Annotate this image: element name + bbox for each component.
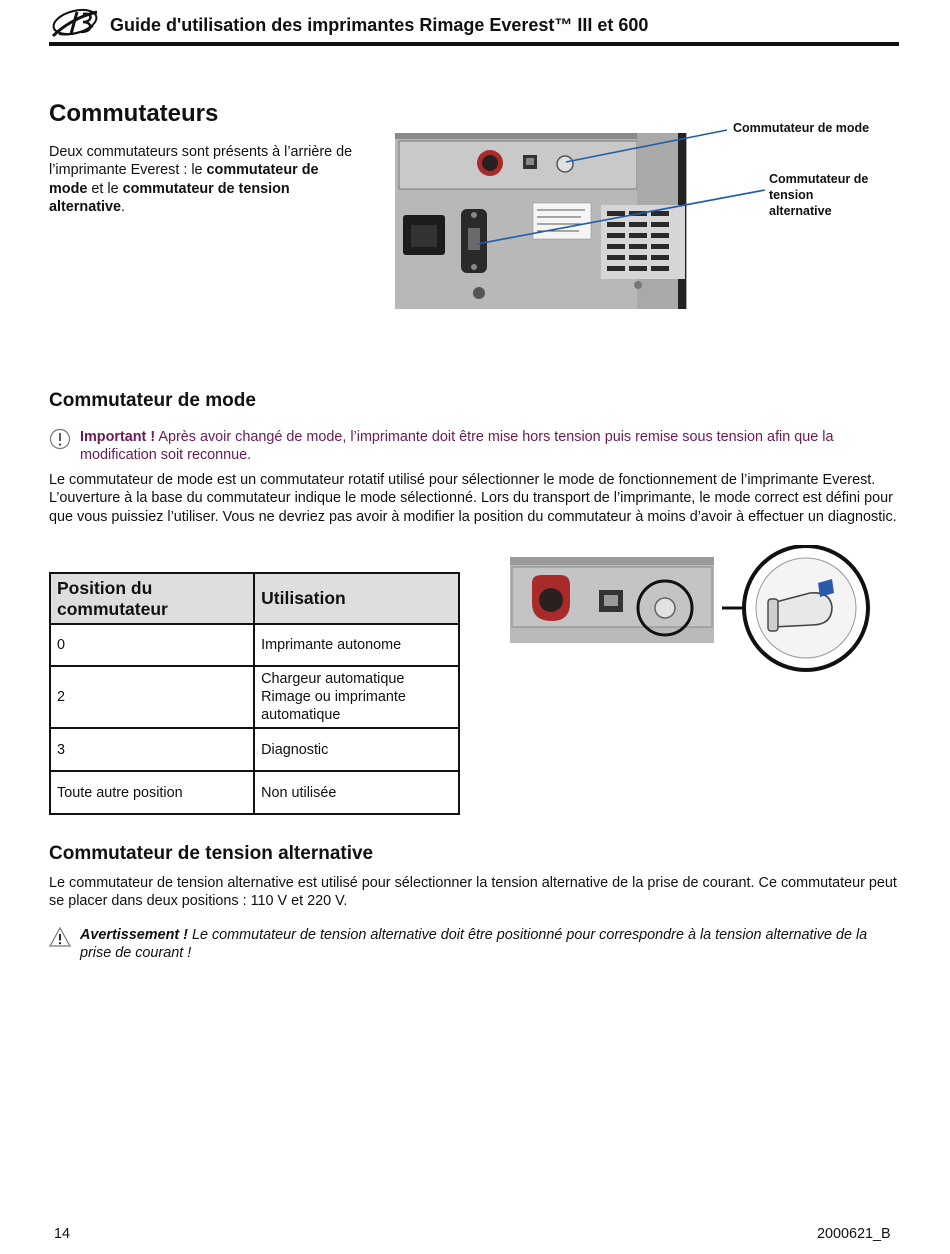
table-cell: Chargeur automatique Rimage ou imprimante automatique xyxy=(254,666,459,728)
callout-voltage-switch: Commutateur de tension alternative xyxy=(769,172,869,218)
tension-paragraph: Le commutateur de tension alternative est utilisé pour sélectionner la tension alternative de la prise de courant. Ce commutateur peut se placer dans deux positions : 110 V et 220 V. xyxy=(49,875,897,910)
intro-bold-1: commutateur de mode xyxy=(49,162,319,197)
page-number: 14 xyxy=(54,1226,71,1242)
mode-paragraph: Le commutateur de mode est un commutateur rotatif utilisé pour sélectionner le mode de fonctionnement de l’imprimante Everest. L’ouverture à la base du commutateur indique le mode sélectionné. Lors du transport de l’imprimante, le mode correct est défini pour que vous puissiez l’utiliser. Vous ne devriez pas avoir à modifier la position du commutateur à moins d’avoir à effectuer un diagnostic. xyxy=(49,472,897,525)
table-row xyxy=(50,624,459,666)
important-body: Après avoir changé de mode, l’imprimante doit être mise hors tension puis remise sous tension afin que la modification soit reconnue. xyxy=(80,429,834,464)
table-cell: 2 xyxy=(50,666,254,728)
mode-switch-closeup-photo xyxy=(510,545,878,673)
table-cell: Imprimante autonome xyxy=(254,624,459,666)
table-header: Position du commutateur xyxy=(50,573,254,624)
important-text xyxy=(80,428,899,465)
table-row xyxy=(50,728,459,771)
page-header xyxy=(49,6,899,46)
intro-text-2: et le xyxy=(87,180,123,197)
info-exclamation-icon xyxy=(49,428,71,450)
important-notice xyxy=(49,428,899,468)
switch-position-table xyxy=(49,572,460,815)
callout-mode-switch: Commutateur de mode xyxy=(733,121,870,135)
table-row xyxy=(50,771,459,814)
intro-text-3: . xyxy=(121,198,125,215)
header-title: Guide d'utilisation des imprimantes Rimage Everest™ III et 600 xyxy=(110,15,649,35)
warning-text xyxy=(80,926,899,963)
important-label: Important ! xyxy=(80,429,156,445)
document-number: 2000621_B xyxy=(817,1226,891,1242)
tension-section-title: Commutateur de tension alternative xyxy=(49,843,374,864)
table-cell: Non utilisée xyxy=(254,771,459,814)
mode-section-title: Commutateur de mode xyxy=(49,390,256,411)
table-cell: 0 xyxy=(50,624,254,666)
warning-label: Avertissement ! xyxy=(80,927,188,943)
printer-rear-photo xyxy=(395,133,687,309)
table-header-row xyxy=(50,573,459,624)
warning-triangle-icon xyxy=(49,926,71,948)
warning-body: Le commutateur de tension alternative doit être positionné pour correspondre à la tension alternative de la prise de courant ! xyxy=(80,927,868,962)
intro-bold-2: commutateur de tension alternative xyxy=(49,180,290,215)
table-cell: 3 xyxy=(50,728,254,771)
intro-text-1: Deux commutateurs sont présents à l’arrière de l’imprimante Everest : le xyxy=(49,144,353,179)
table-row xyxy=(50,666,459,728)
table-cell: Diagnostic xyxy=(254,728,459,771)
section-title: Commutateurs xyxy=(49,100,219,127)
table-header: Utilisation xyxy=(254,573,459,624)
rimage-logo-icon xyxy=(49,6,101,40)
intro-paragraph xyxy=(49,143,359,216)
table-cell: Toute autre position xyxy=(50,771,254,814)
warning-notice xyxy=(49,926,899,966)
